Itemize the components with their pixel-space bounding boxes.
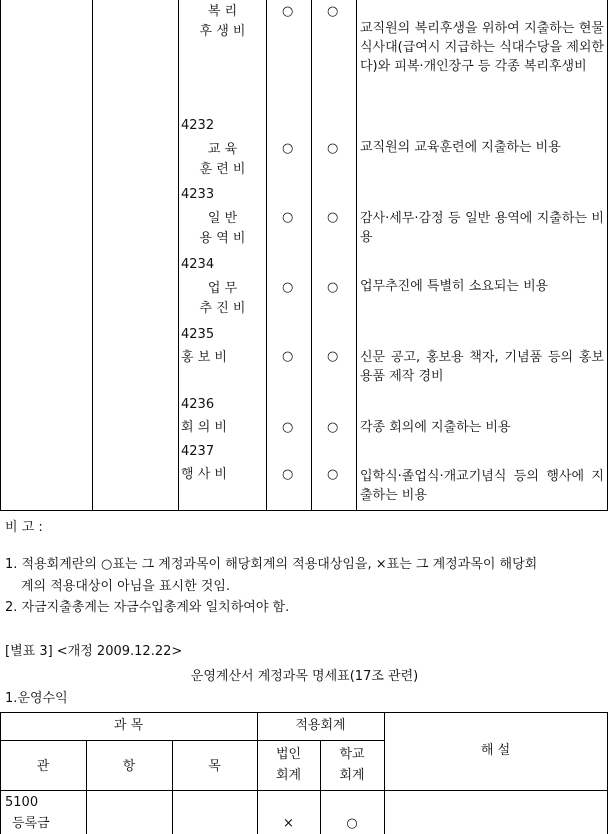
account-code: 4237 bbox=[181, 444, 215, 459]
table-divider bbox=[0, 740, 384, 741]
account-name: 업 무 bbox=[207, 281, 238, 296]
school-applied-mark: ○ bbox=[327, 210, 339, 225]
appendix-label: [별표 3] <개정 2009.12.22> bbox=[5, 644, 183, 659]
table-divider bbox=[178, 0, 179, 511]
school-applied-mark: ○ bbox=[327, 349, 339, 364]
school-applied-mark: ○ bbox=[327, 280, 339, 295]
corp-applied-mark: × bbox=[283, 816, 294, 831]
account-name: 복 리 bbox=[207, 4, 238, 19]
table-divider bbox=[86, 740, 87, 834]
header-explanation: 해 설 bbox=[480, 743, 511, 758]
account-code: 4234 bbox=[181, 257, 215, 272]
table-border-right bbox=[607, 0, 608, 511]
account-description: 입학식·졸업식·개교기념식 등의 행사에 지출하는 비용 bbox=[360, 469, 604, 503]
table-border-bottom bbox=[0, 510, 608, 511]
header-mok: 목 bbox=[208, 759, 221, 774]
header-gwan: 관 bbox=[36, 759, 50, 774]
account-description: 교직원의 복리후생을 위하여 지출하는 현물식사대(급여시 지급하는 식대수당을 제외한다)와 피복·개인장구 등 각종 복리후생비 bbox=[360, 21, 604, 74]
table-border-left bbox=[0, 0, 1, 511]
school-applied-mark: ○ bbox=[327, 420, 339, 435]
account-name: 행 사 비 bbox=[181, 467, 227, 482]
account-description: 업무추진에 특별히 소요되는 비용 bbox=[360, 279, 549, 294]
account-code: 5100 bbox=[5, 795, 39, 810]
school-applied-mark: ○ bbox=[327, 141, 339, 156]
account-name: 일 반 bbox=[207, 211, 238, 226]
account-name: 후 생 비 bbox=[199, 24, 246, 39]
header-subject: 과 목 bbox=[113, 718, 144, 733]
account-name: 등록금 bbox=[12, 816, 50, 831]
corp-applied-mark: ○ bbox=[282, 349, 294, 364]
account-name: 훈 련 비 bbox=[199, 162, 246, 177]
account-code: 4232 bbox=[181, 118, 215, 133]
header-school-accounting: 회계 bbox=[339, 768, 365, 783]
table-divider bbox=[92, 0, 93, 511]
corp-applied-mark: ○ bbox=[282, 4, 294, 19]
table-border-right bbox=[607, 712, 608, 834]
table-divider bbox=[172, 740, 173, 834]
account-description: 교직원의 교육훈련에 지출하는 비용 bbox=[360, 140, 561, 155]
account-name: 추 진 비 bbox=[199, 301, 246, 316]
table-divider bbox=[384, 712, 385, 834]
remark-item: 1. 적용회계란의 ○표는 그 계정과목이 해당회계의 적용대상임을, ×표는 그 계정과목이 해당회 bbox=[5, 557, 538, 572]
table-border-top bbox=[0, 712, 608, 713]
account-description: 각종 회의에 지출하는 비용 bbox=[360, 420, 511, 435]
document-title: 운영계산서 계정과목 명세표(17조 관련) bbox=[190, 669, 419, 684]
header-hang: 항 bbox=[122, 759, 136, 774]
header-school-accounting: 학교 bbox=[339, 747, 365, 762]
table-divider bbox=[266, 0, 267, 511]
corp-applied-mark: ○ bbox=[282, 280, 294, 295]
corp-applied-mark: ○ bbox=[282, 467, 294, 482]
account-name: 홍 보 비 bbox=[181, 350, 227, 365]
header-corp-accounting: 회계 bbox=[275, 768, 302, 783]
corp-applied-mark: ○ bbox=[282, 141, 294, 156]
school-applied-mark: ○ bbox=[327, 467, 339, 482]
account-code: 4235 bbox=[181, 327, 215, 342]
remark-item: 2. 자금지출총계는 자금수입총계와 일치하여야 함. bbox=[5, 600, 290, 615]
account-code: 4236 bbox=[181, 397, 215, 412]
account-name: 교 육 bbox=[207, 142, 238, 157]
account-name: 회 의 비 bbox=[181, 420, 227, 435]
account-description: 신문 공고, 홍보용 책자, 기념품 등의 홍보용품 제작 경비 bbox=[360, 350, 604, 384]
account-name: 용 역 비 bbox=[199, 231, 246, 246]
corp-applied-mark: ○ bbox=[282, 210, 294, 225]
account-description: 감사·세무·감정 등 일반 용역에 지출하는 비용 bbox=[360, 211, 604, 245]
school-applied-mark: ○ bbox=[327, 4, 339, 19]
account-code: 4233 bbox=[181, 187, 215, 202]
table-divider bbox=[356, 0, 357, 511]
section-heading: 1.운영수익 bbox=[5, 691, 68, 706]
remarks-heading: 비 고 : bbox=[5, 520, 43, 535]
corp-applied-mark: ○ bbox=[282, 420, 294, 435]
school-applied-mark: ○ bbox=[346, 816, 358, 831]
table-divider bbox=[311, 0, 312, 511]
table-divider bbox=[0, 790, 608, 791]
remark-item-continued: 계의 적용대상이 아님을 표시한 것임. bbox=[21, 579, 231, 594]
header-applied-accounting: 적용회계 bbox=[295, 718, 346, 733]
header-corp-accounting: 법인 bbox=[275, 747, 302, 762]
